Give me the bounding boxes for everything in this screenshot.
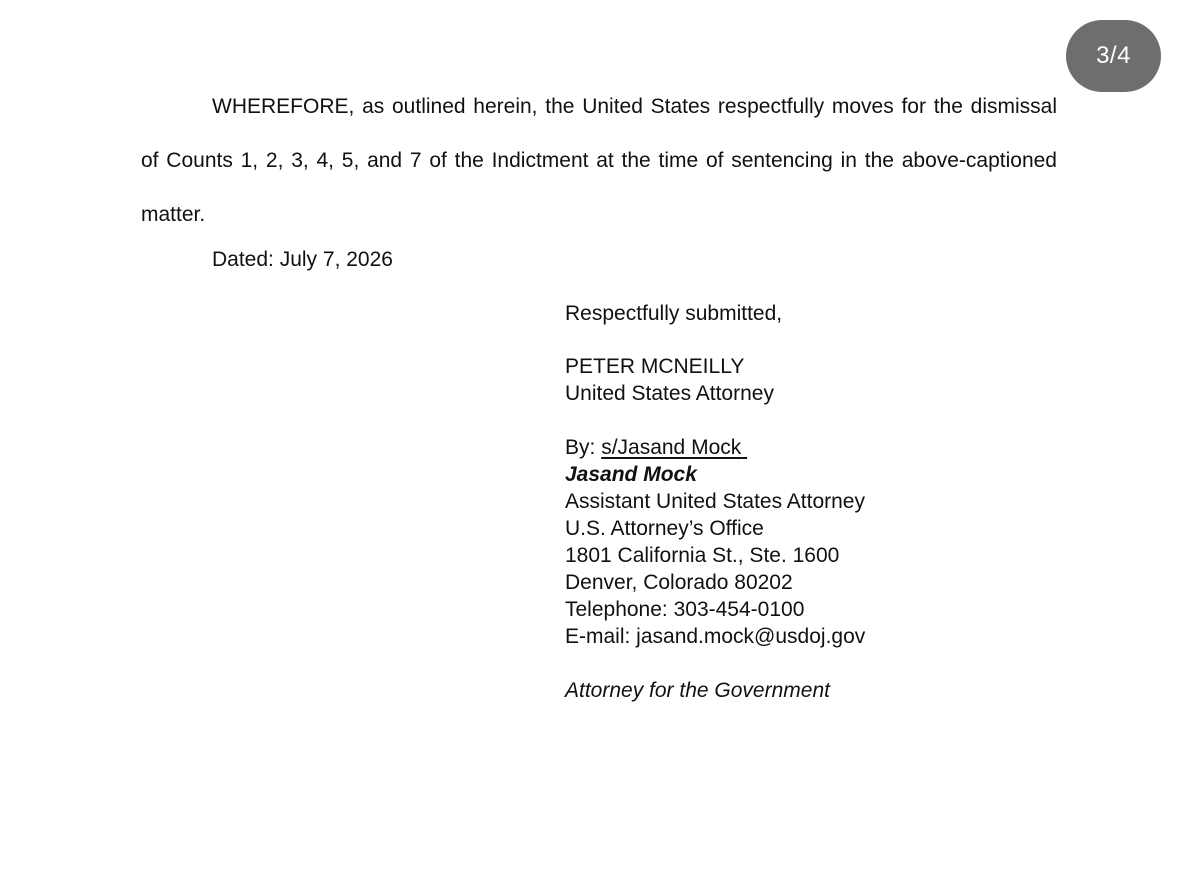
by-label: By: xyxy=(565,436,602,459)
email-line: E-mail: jasand.mock@usdoj.gov xyxy=(565,625,866,648)
signer-title: Assistant United States Attorney xyxy=(565,490,865,513)
page-indicator-badge[interactable]: 3/4 xyxy=(1066,20,1161,92)
attorney-role: Attorney for the Government xyxy=(565,679,830,702)
dated-line: Dated: July 7, 2026 xyxy=(212,248,393,271)
us-attorney-name: PETER MCNEILLY xyxy=(565,355,745,378)
spacer xyxy=(565,327,865,353)
address-line-1: 1801 California St., Ste. 1600 xyxy=(565,544,840,567)
us-attorney-title: United States Attorney xyxy=(565,382,774,405)
by-line xyxy=(565,434,865,461)
signature-block xyxy=(565,300,865,704)
electronic-signature: s/Jasand Mock xyxy=(601,436,742,459)
telephone-line: Telephone: 303-454-0100 xyxy=(565,598,805,621)
spacer xyxy=(565,650,865,677)
signer-name: Jasand Mock xyxy=(565,463,697,486)
spacer xyxy=(565,407,865,434)
signature-underline-tail xyxy=(741,436,747,459)
address-line-2: Denver, Colorado 80202 xyxy=(565,571,793,594)
office-name: U.S. Attorney’s Office xyxy=(565,517,764,540)
motion-paragraph: WHEREFORE, as outlined herein, the United States respectfully moves for the dismissal of Counts 1, 2, 3, 4, 5, and 7 of the Indictment at the time of sentencing in the above-captioned matter. xyxy=(141,95,1057,226)
closing-line: Respectfully submitted, xyxy=(565,302,783,325)
